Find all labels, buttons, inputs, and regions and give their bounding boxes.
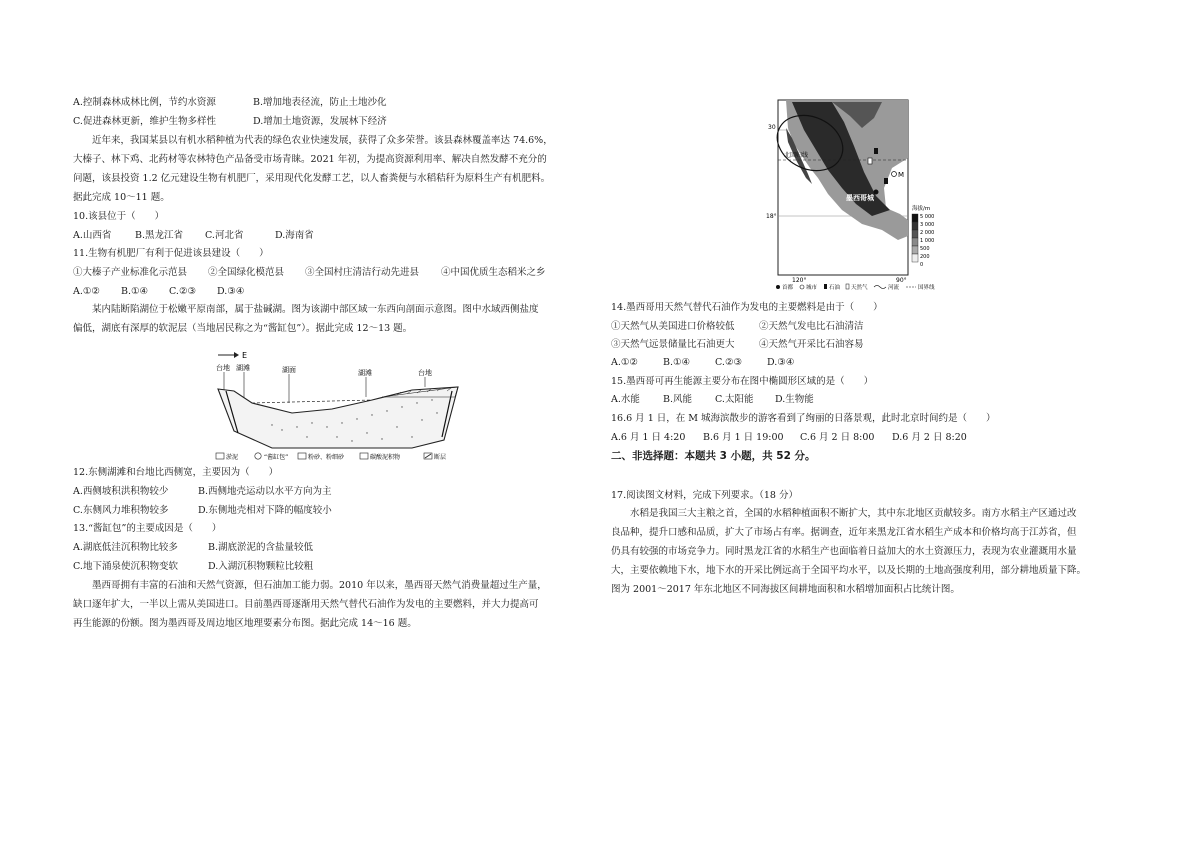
q14-item-2: ②天然气发电比石油清洁 [759,321,864,332]
mexico-map [766,98,948,291]
passage2-line2: 偏低，湖底有深厚的软泥层（当地居民称之为“酱缸包”）。据此完成 12～13 题。 [73,323,413,334]
passage4-line5: 图为 2001～2017 年东北地区不同海拔区间耕地面积和水稻增加面积占比统计图。 [611,584,960,595]
lat-18-label: 18° [766,213,777,220]
q10-option-a: A.山西省 [73,230,112,241]
q16-option-a: A.6 月 1 日 4:20 [611,432,686,443]
q11-option-c: C.②③ [169,286,196,297]
lat-30-label: 30 [768,124,776,131]
q12-options-row1 [73,485,332,498]
legend-oil: 石油 [829,285,841,291]
q16-option-b: B.6 月 1 日 19:00 [703,432,784,443]
q9-options-row2 [73,115,387,128]
elev-200: 200 [920,254,930,260]
diagram-label-terrace-east: 台地 [418,369,432,377]
q9-option-d: D.增加土地资源，发展林下经济 [253,116,387,127]
q13-options-row2 [73,560,313,573]
q15-option-a: A.水能 [611,394,640,405]
city-m-label: M [898,171,905,179]
q14-option-a: A.①② [611,357,638,368]
lake-water-line [252,400,372,403]
lon-120-label: 120° [792,277,807,284]
q11-option-a: A.①② [73,286,100,297]
q12-option-a: A.西侧坡积洪积物较少 [73,486,169,497]
question-14: 14.墨西哥用天然气替代石油作为发电的主要燃料是由于（ ） [611,302,883,313]
q14-item-1: ①天然气从美国进口价格较低 [611,321,735,332]
legend-fine-sand: 粉砂、粉细砂 [308,454,345,461]
q12-option-b: B.西侧地壳运动以水平方向为主 [198,486,332,497]
q13-option-d: D.入湖沉积物颗粒比较粗 [208,561,314,572]
passage1-line4: 据此完成 10～11 题。 [73,192,170,203]
legend-border: 国界线 [918,285,935,291]
diagram-label-beach-west: 湖滩 [236,364,250,372]
q10-option-d: D.海南省 [275,230,314,241]
diagram-legend [216,453,446,461]
east-arrow [218,351,247,360]
q13-option-c: C.地下涌泉使沉积物变软 [73,561,178,572]
q11-item-3: ③全国村庄清洁行动先进县 [305,267,420,278]
q12-option-d: D.东侧地壳相对下降的幅度较小 [198,505,332,516]
q9-option-c: C.促进森林更新，维护生物多样性 [73,116,216,127]
lon-90-label: 90° [896,277,907,284]
q14-option-b: B.①④ [663,357,691,368]
q13-option-a: A.湖底低洼沉积物比较多 [73,542,178,553]
q14-items-row2 [611,338,864,351]
city-m-marker [892,172,897,177]
q14-options [611,356,794,369]
question-11: 11.生物有机肥厂有利于促进该县建设（ ） [73,248,269,259]
legend-capital: 首都 [782,285,794,291]
q15-options [611,393,814,406]
q10-options [73,229,314,242]
section-2-heading: 二、非选择题：本题共 3 小题，共 52 分。 [611,450,816,462]
q11-options [73,285,244,298]
question-12: 12.东侧湖滩和台地比西侧宽，主要因为（ ） [73,467,279,478]
q11-item-2: ②全国绿化模范县 [208,267,285,278]
legend-deposit: 碳酸泥积物 [370,454,401,461]
q14-item-4: ④天然气开采比石油容易 [759,339,864,350]
q13-option-b: B.湖底淤泥的含盐量较低 [208,542,314,553]
tropic-label: 北回归线 [784,152,809,159]
passage3-line3: 再生能源的份额。图为墨西哥及周边地区地理要素分布图。据此完成 14～16 题。 [73,618,417,629]
q10-option-b: B.黑龙江省 [135,230,184,241]
elevation-scale [912,214,918,262]
elevation-title: 海拔/m [912,206,931,212]
q11-option-b: B.①④ [121,286,149,297]
passage4-line4: 大，主要依赖地下水，地下水的开采比例远高于全国平均水平，以及长期的土地高强度利用，部分耕地质量下降。 [611,565,1087,576]
q16-option-c: C.6 月 2 日 8:00 [800,432,875,443]
question-15: 15.墨西哥可再生能源主要分布在图中椭圆形区域的是（ ） [611,376,874,387]
legend-silt: 淤泥 [226,454,239,461]
q15-option-d: D.生物能 [775,394,814,405]
q12-option-c: C.东侧风力堆积物较多 [73,505,169,516]
q10-option-c: C.河北省 [205,230,244,241]
legend-jianggangbao: “酱缸包” [264,454,289,461]
question-10: 10.该县位于（ ） [73,211,165,222]
passage2-line1: 某内陆断陷湖位于松嫩平原南部，属于盐碱湖。图为该湖中部区域一东西向剖面示意图。图中水域西侧盐度 [92,304,539,315]
q15-option-c: C.太阳能 [715,394,754,405]
q14-items-row1 [611,320,864,333]
elev-500: 500 [920,246,930,252]
capital-label: 墨西哥城 [846,194,874,202]
oil-marker-2 [884,178,888,184]
capital-marker [874,190,879,195]
diagram-label-beach-east: 湖滩 [358,369,372,377]
question-13: 13.“酱缸包”的主要成因是（ ） [73,523,222,534]
q11-items [73,266,546,279]
passage4-line3: 仍具有较强的市场竞争力。同时黑龙江省的水稻生产也面临着日益加大的水土资源压力，表现为农业灌溉用水量 [611,546,1077,557]
q14-option-d: D.③④ [767,357,795,368]
diagram-label-lake-surface: 湖面 [282,366,296,374]
passage1-line1: 近年来，我国某县以有机水稻种植为代表的绿色农业快速发展，获得了众多荣誉。该县森林覆盖率达 74.6%， [92,135,553,146]
legend-fault: 断层 [434,454,447,461]
q9-option-b: B.增加地表径流，防止土地沙化 [253,97,387,108]
basin-outline [218,387,458,448]
q11-option-d: D.③④ [217,286,245,297]
legend-river: 河流 [888,285,900,291]
elev-1000: 1 000 [920,238,935,244]
q14-option-c: C.②③ [715,357,742,368]
elev-3000: 3 000 [920,222,935,228]
elev-2000: 2 000 [920,230,935,236]
passage3-line2: 缺口逐年扩大，一半以上需从美国进口。目前墨西哥逐渐用天然气替代石油作为发电的主要燃料，并大力提高可 [73,599,539,610]
legend-gas: 天然气 [851,285,868,291]
question-17: 17.阅读图文材料，完成下列要求。（18 分） [611,490,798,501]
q9-options-row1 [73,96,387,109]
passage1-line2: 大榛子、林下鸡、北药材等农林特色产品备受市场青睐。2021 年初，为提高资源利用率、解决自然发酵不充分的 [73,154,547,165]
elev-0: 0 [920,262,924,268]
legend-city: 城市 [806,285,818,291]
passage3-line1: 墨西哥拥有丰富的石油和天然气资源，但石油加工能力弱。2010 年以来，墨西哥天然气消费量超过生产量， [92,580,547,591]
question-16: 16.6 月 1 日，在 M 城海滨散步的游客看到了绚丽的日落景观，此时北京时间约是（ ） [611,413,996,424]
q13-options-row1 [73,541,313,554]
passage4-line1: 水稻是我国三大主粮之首，全国的水稻种植面积不断扩大，其中东北地区贡献较多。南方水稻主产区通过改 [630,508,1077,519]
passage1-line3: 问题，该县投资 1.2 亿元建设生物有机肥厂，采用现代化发酵工艺，以人畜粪便与水稻秸秆为原料生产有机肥料。 [73,173,551,184]
lake-cross-section-diagram [212,345,470,463]
diagram-label-terrace-west: 台地 [216,364,230,372]
q14-item-3: ③天然气远景储量比石油更大 [611,339,735,350]
q16-options [611,431,967,444]
q11-item-1: ①大榛子产业标准化示范县 [73,267,188,278]
east-arrow-label: E [242,351,248,360]
map-legend [776,283,935,291]
elev-5000: 5 000 [920,214,935,220]
oil-marker-1 [874,148,878,154]
passage4-line2: 良品种，提升口感和品质，扩大了市场占有率。据调查，近年来黑龙江省水稻生产成本和价格均高于江苏省，但 [611,527,1077,538]
q15-option-b: B.风能 [663,394,693,405]
q16-option-d: D.6 月 2 日 8:20 [892,432,967,443]
gas-marker-1 [868,158,872,164]
q9-option-a: A.控制森林成林比例，节约水资源 [73,97,216,108]
q12-options-row2 [73,504,332,517]
q11-item-4: ④中国优质生态稻米之乡 [441,267,546,278]
